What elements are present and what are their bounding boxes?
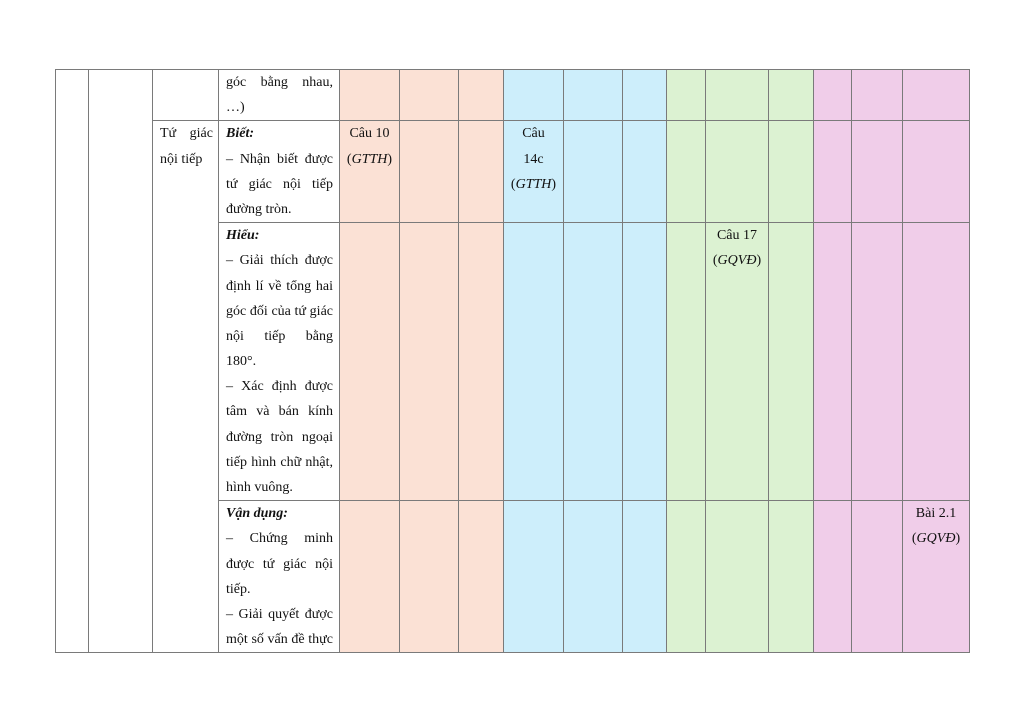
cell-blue <box>504 501 564 653</box>
question-label: Câu 10 <box>349 126 390 142</box>
cell-orange <box>340 223 400 501</box>
level-heading: Vận dụng: <box>226 506 288 522</box>
description-cell-continued <box>219 70 340 121</box>
question-label: Câu <box>522 126 545 142</box>
description-line: 180°. <box>226 354 257 370</box>
cell-orange <box>459 121 504 223</box>
competency-tag: ( GQVĐ ) <box>903 526 969 551</box>
cell-pink <box>852 501 903 653</box>
cell-blue <box>564 70 623 121</box>
description-cell-biet <box>219 121 340 223</box>
description-cell-van-dung <box>219 501 340 653</box>
description-line: tiếp. <box>226 581 251 597</box>
description-line: – Giải quyết được <box>226 606 333 622</box>
description-line: tứ giác nội tiếp <box>226 176 333 192</box>
cell-blue <box>564 501 623 653</box>
cell-green <box>769 70 814 121</box>
question-label: Bài 2.1 <box>915 506 957 522</box>
description-line: – Chứng minh <box>226 531 333 547</box>
competency-tag: ( GTTH ) <box>504 172 563 197</box>
cell-blue <box>623 70 667 121</box>
description-line: hình vuông. <box>226 480 293 495</box>
assessment-matrix-table <box>55 69 970 653</box>
cell-green <box>706 70 769 121</box>
cell-orange <box>400 501 459 653</box>
description-line: một số vấn đề thực <box>226 632 333 648</box>
cell-green <box>769 223 814 501</box>
description-line: đường tròn ngoại <box>226 429 333 445</box>
description-line: góc bằng nhau, <box>226 75 333 90</box>
cell-blue <box>623 121 667 223</box>
cell-green <box>667 121 706 223</box>
cell-orange <box>340 501 400 653</box>
description-line: đường tròn. <box>226 201 292 217</box>
description-line: – Xác định được <box>226 379 333 395</box>
topic-line: Tứ giác <box>160 126 213 142</box>
topic-cell <box>153 121 219 653</box>
question-label-part: 14c <box>523 151 544 167</box>
cell-pink <box>814 501 852 653</box>
cell-green <box>667 501 706 653</box>
cell-blue <box>504 70 564 121</box>
description-line: được tứ giác nội <box>226 556 333 572</box>
cell-pink <box>903 223 970 501</box>
description-line: góc đối của tứ giác <box>226 303 333 319</box>
competency-tag: ( GQVĐ ) <box>706 248 768 273</box>
topic-cell-empty <box>153 70 219 121</box>
cell-green <box>706 501 769 653</box>
cell-blue <box>564 223 623 501</box>
question-cell <box>340 121 400 223</box>
cell-green <box>769 501 814 653</box>
question-cell <box>903 501 970 653</box>
cell-blue <box>623 223 667 501</box>
cell-orange <box>459 223 504 501</box>
question-label: Câu 17 <box>716 228 758 244</box>
description-line: – Nhận biết được <box>226 151 333 167</box>
cell-pink <box>852 223 903 501</box>
description-line: định lí về tổng hai <box>226 278 333 294</box>
cell-orange <box>400 223 459 501</box>
cell-pink <box>814 223 852 501</box>
topic-line: nội tiếp <box>160 151 203 167</box>
level-heading: Biết: <box>226 126 254 142</box>
description-line: tâm và bán kính <box>226 404 333 420</box>
cell-pink <box>852 70 903 121</box>
cell-orange <box>459 70 504 121</box>
level-heading: Hiểu: <box>226 228 260 244</box>
description-cell-hieu <box>219 223 340 501</box>
table-row-biet <box>56 121 970 223</box>
description-line: …) <box>226 100 245 116</box>
description-line: nội tiếp bằng <box>226 328 333 344</box>
table-row-continued <box>56 70 970 121</box>
cell-green <box>706 121 769 223</box>
cell-pink <box>852 121 903 223</box>
cell-orange <box>400 70 459 121</box>
cell-orange <box>459 501 504 653</box>
cell-blue <box>623 501 667 653</box>
cell-pink <box>903 70 970 121</box>
question-cell <box>706 223 769 501</box>
cell-blue <box>564 121 623 223</box>
cell-orange <box>400 121 459 223</box>
competency-tag: ( GTTH ) <box>340 147 399 172</box>
cell-pink <box>814 70 852 121</box>
cell-pink <box>903 121 970 223</box>
col-chapter-cell <box>89 70 153 653</box>
description-line: – Giải thích được <box>226 253 333 269</box>
description-line: tiếp hình chữ nhật, <box>226 454 333 470</box>
cell-pink <box>814 121 852 223</box>
cell-green <box>769 121 814 223</box>
col-index-cell <box>56 70 89 653</box>
question-cell <box>504 121 564 223</box>
cell-green <box>667 70 706 121</box>
cell-green <box>667 223 706 501</box>
cell-blue <box>504 223 564 501</box>
cell-orange <box>340 70 400 121</box>
